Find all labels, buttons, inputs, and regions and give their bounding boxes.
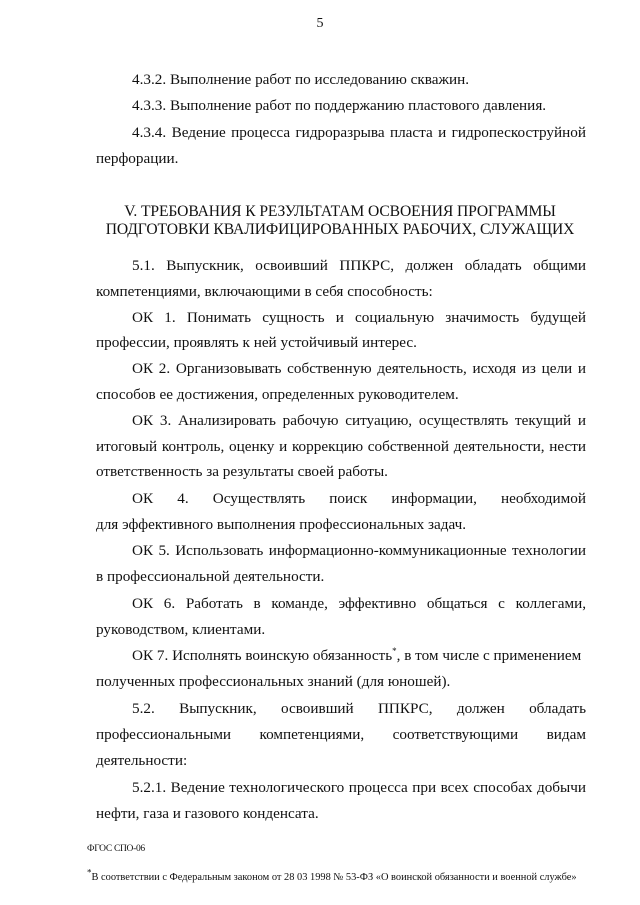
ok5-line2: в профессиональной деятельности. xyxy=(96,568,325,585)
ok7-text-a: ОК 7. Исполнять воинскую обязанность xyxy=(132,647,393,664)
item-4-3-3: 4.3.3. Выполнение работ по поддержанию пластового давления. xyxy=(132,97,547,114)
footer-code: ФГОС СПО-06 xyxy=(87,844,145,854)
ok3-line1: ОК 3. Анализировать рабочую ситуацию, осуществлять текущий и xyxy=(132,412,586,429)
para-5-2-line3: деятельности: xyxy=(96,752,188,769)
para-5-2-1-line1: 5.2.1. Ведение технологического процесса при всех способах добычи xyxy=(132,779,586,796)
ok7-line2: полученных профессиональных знаний (для юношей). xyxy=(96,673,451,690)
footnote-text: В соответствии с Федеральным законом от 28 03 1998 № 53-ФЗ «О воинской обязанности и военной службе» xyxy=(91,872,577,883)
item-4-3-4: 4.3.4. Ведение процесса гидроразрыва пласта и гидропескоструйной xyxy=(132,124,586,141)
para-5-2-line1: 5.2. Выпускник, освоивший ППКРС, должен обладать xyxy=(132,700,586,717)
ok1-line1: ОК 1. Понимать сущность и социальную значимость будущей xyxy=(132,309,586,326)
ok7-text-b: , в том числе с применением xyxy=(396,647,582,664)
footnote xyxy=(87,867,577,883)
ok6-line2: руководством, клиентами. xyxy=(96,621,266,638)
para-5-1-line1: 5.1. Выпускник, освоивший ППКРС, должен обладать общими xyxy=(132,257,586,274)
ok2-line2: способов ее достижения, определенных руководителем. xyxy=(96,386,459,403)
ok7-line1 xyxy=(132,647,581,665)
ok1-line2: профессии, проявлять к ней устойчивый интерес. xyxy=(96,334,417,351)
footnote-marker: * xyxy=(392,645,397,656)
ok6-line1: ОК 6. Работать в команде, эффективно общаться с коллегами, xyxy=(132,595,586,612)
ok4-line2: для эффективного выполнения профессиональных задач. xyxy=(96,516,467,533)
item-4-3-2: 4.3.2. Выполнение работ по исследованию скважин. xyxy=(132,71,470,88)
para-5-1-line2: компетенциями, включающими в себя способность: xyxy=(96,283,433,300)
ok2-line1: ОК 2. Организовывать собственную деятельность, исходя из цели и xyxy=(132,360,586,377)
para-5-2-line2: профессиональными компетенциями, соответствующими видам xyxy=(96,726,586,743)
ok3-line2: итоговый контроль, оценку и коррекцию собственной деятельности, нести xyxy=(96,438,586,455)
ok5-line1: ОК 5. Использовать информационно-коммуникационные технологии xyxy=(132,542,586,559)
footnote-mark: * xyxy=(87,867,92,878)
ok3-line3: ответственность за результаты своей работы. xyxy=(96,463,388,480)
section-heading-line2: ПОДГОТОВКИ КВАЛИФИЦИРОВАННЫХ РАБОЧИХ, СЛУЖАЩИХ xyxy=(105,221,575,238)
item-4-3-4-cont: перфорации. xyxy=(96,150,179,167)
section-heading-line1: V. ТРЕБОВАНИЯ К РЕЗУЛЬТАТАМ ОСВОЕНИЯ ПРОГРАММЫ xyxy=(124,203,556,220)
para-5-2-1-line2: нефти, газа и газового конденсата. xyxy=(96,805,319,822)
ok4-line1: ОК 4. Осуществлять поиск информации, необходимой xyxy=(132,490,586,507)
page-number: 5 xyxy=(316,16,324,31)
